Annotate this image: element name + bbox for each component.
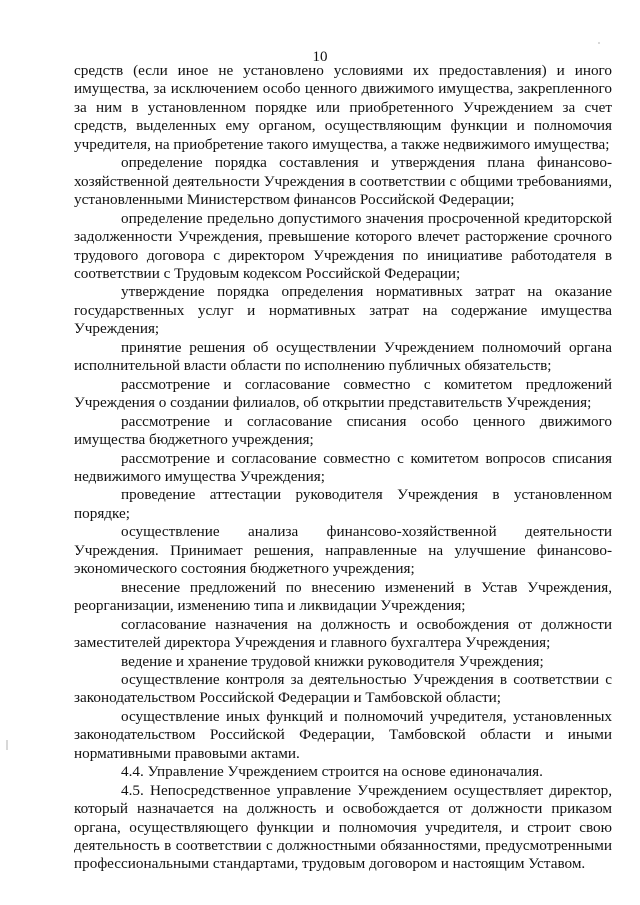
- paragraph-charter-changes: внесение предложений по внесению изменений в Устав Учреждения, реорганизации, изменению типа и ликвидации Учреждения;: [74, 578, 612, 615]
- margin-mark: [6, 740, 8, 750]
- paragraph-control: осуществление контроля за деятельностью Учреждения в соответствии с законодательством Российской Федерации и Тамбовской области;: [74, 670, 612, 707]
- paragraph-work-book: ведение и хранение трудовой книжки руководителя Учреждения;: [121, 652, 544, 670]
- document-body: [74, 62, 612, 874]
- paragraph-4-4: 4.4. Управление Учреждением строится на основе единоначалия.: [121, 763, 543, 781]
- paragraph-continuation: средств (если иное не установлено условиями их предоставления) и иного имущества, за исключением особо ценного движимого имущества, закрепленного за ним в установленном порядке или приобретенного Учреждением за счет средств, выделенных ему органом, осуществляющим функции и полномочия учредителя, на приобретение такого имущества, а также недвижимого имущества;: [74, 62, 612, 153]
- page-number: 10: [312, 49, 328, 65]
- paragraph-public-obligations: принятие решения об осуществлении Учреждением полномочий органа исполнительной власти области по исполнению публичных обязательств;: [74, 338, 612, 375]
- paragraph-realty-writeoff: рассмотрение и согласование совместно с комитетом вопросов списания недвижимого имущества Учреждения;: [74, 449, 612, 485]
- paragraph-attestation: проведение аттестации руководителя Учреждения в установленном порядке;: [74, 486, 612, 522]
- paragraph-branches: рассмотрение и согласование совместно с комитетом предложений Учреждения о создании филиалов, об открытии представительств Учреждения;: [74, 375, 612, 412]
- paragraph-other-functions: осуществление иных функций и полномочий учредителя, установленных законодательством Российской Федерации, Тамбовской области и иными нормативными правовыми актами.: [74, 707, 612, 762]
- scan-speck: [598, 42, 600, 44]
- paragraph-overdue-debt: определение предельно допустимого значения просроченной кредиторской задолженности Учреждения, превышение которого влечет расторжение срочного трудового договора с директором Учреждения по инициативе работодателя в соответствии с Трудовым кодексом Российской Федерации;: [74, 209, 612, 282]
- paragraph-analysis: осуществление анализа финансово-хозяйственной деятельности Учреждения. Принимает решения, направленные на улучшение финансово-экономического состояния бюджетного учреждения;: [74, 523, 612, 578]
- paragraph-normative-costs: утверждение порядка определения нормативных затрат на оказание государственных услуг и нормативных затрат на содержание имущества Учреждения;: [74, 283, 612, 338]
- paragraph-4-5: 4.5. Непосредственное управление Учреждением осуществляет директор, который назначается на должность и освобождается от должности приказом органа, осуществляющего функции и полномочия учредителя, и строит свою деятельность в соответствии с должностными обязанностями, предусмотренными профессиональными стандартами, трудовым договором и настоящим Уставом.: [74, 781, 612, 873]
- paragraph-movable-writeoff: рассмотрение и согласование списания особо ценного движимого имущества бюджетного учреждения;: [74, 412, 612, 449]
- paragraph-deputies-appointment: согласование назначения на должность и освобождения от должности заместителей директора Учреждения и главного бухгалтера Учреждения;: [74, 615, 612, 652]
- paragraph-fhd-plan: определение порядка составления и утверждения плана финансово-хозяйственной деятельности Учреждения в соответствии с общими требованиями, установленными Министерством финансов Российской Федерации;: [74, 154, 612, 209]
